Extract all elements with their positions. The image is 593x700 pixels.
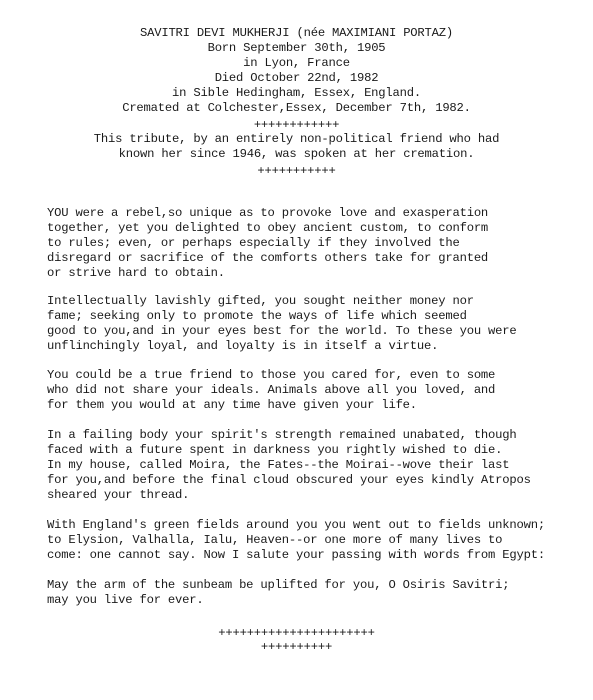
paragraph-line: In my house, called Moira, the Fates--the Moirai--wove their last: [47, 458, 510, 472]
paragraph-line: or strive hard to obtain.: [47, 266, 225, 280]
divider-bottom: ++++++++++: [260, 640, 333, 654]
paragraph-line: to Elysion, Valhalla, Ialu, Heaven--or one more of many lives to: [47, 533, 503, 547]
death-date: Died October 22nd, 1982: [214, 71, 379, 85]
intro-line: This tribute, by an entirely non-political friend who had: [93, 132, 500, 146]
birth-place: in Lyon, France: [243, 56, 350, 70]
paragraph-line: come: one cannot say. Now I salute your passing with words from Egypt:: [47, 548, 545, 562]
divider-bottom: ++++++++++++++++++++++: [218, 626, 375, 640]
intro-line: known her since 1946, was spoken at her cremation.: [118, 147, 475, 161]
paragraph-line: Intellectually lavishly gifted, you sought neither money nor: [47, 294, 474, 308]
paragraph-line: for you,and before the final cloud obscured your eyes kindly Atropos: [47, 473, 531, 487]
paragraph-line: sheared your thread.: [47, 488, 190, 502]
paragraph-line: disregard or sacrifice of the comforts others take for granted: [47, 251, 489, 265]
death-place: in Sible Hedingham, Essex, England.: [172, 86, 421, 100]
paragraph-line: YOU were a rebel,so unique as to provoke love and exasperation: [47, 206, 489, 220]
divider-top: ++++++++++++: [253, 118, 340, 132]
paragraph-line: to rules; even, or perhaps especially if they involved the: [47, 236, 460, 250]
paragraph-line: May the arm of the sunbeam be uplifted for you, O Osiris Savitri;: [47, 578, 510, 592]
paragraph-line: fame; seeking only to promote the ways of life which seemed: [47, 309, 467, 323]
paragraph-line: faced with a future spent in darkness you rightly wished to die.: [47, 443, 503, 457]
paragraph-line: You could be a true friend to those you cared for, even to some: [47, 368, 496, 382]
paragraph-line: In a failing body your spirit's strength remained unabated, though: [47, 428, 517, 442]
paragraph-line: may you live for ever.: [47, 593, 204, 607]
paragraph-line: for them you would at any time have given your life.: [47, 398, 417, 412]
paragraph-line: With England's green fields around you you went out to fields unknown;: [47, 518, 545, 532]
divider-intro: +++++++++++: [257, 164, 336, 178]
subject-name: SAVITRI DEVI MUKHERJI (née MAXIMIANI PORTAZ): [139, 26, 453, 40]
paragraph-line: together, yet you delighted to obey ancient custom, to conform: [47, 221, 489, 235]
birth-date: Born September 30th, 1905: [207, 41, 386, 55]
paragraph-line: good to you,and in your eyes best for the world. To these you were: [47, 324, 517, 338]
paragraph-line: who did not share your ideals. Animals above all you loved, and: [47, 383, 496, 397]
cremation-line: Cremated at Colchester,Essex, December 7th, 1982.: [122, 101, 471, 115]
paragraph-line: unflinchingly loyal, and loyalty is in itself a virtue.: [47, 339, 439, 353]
